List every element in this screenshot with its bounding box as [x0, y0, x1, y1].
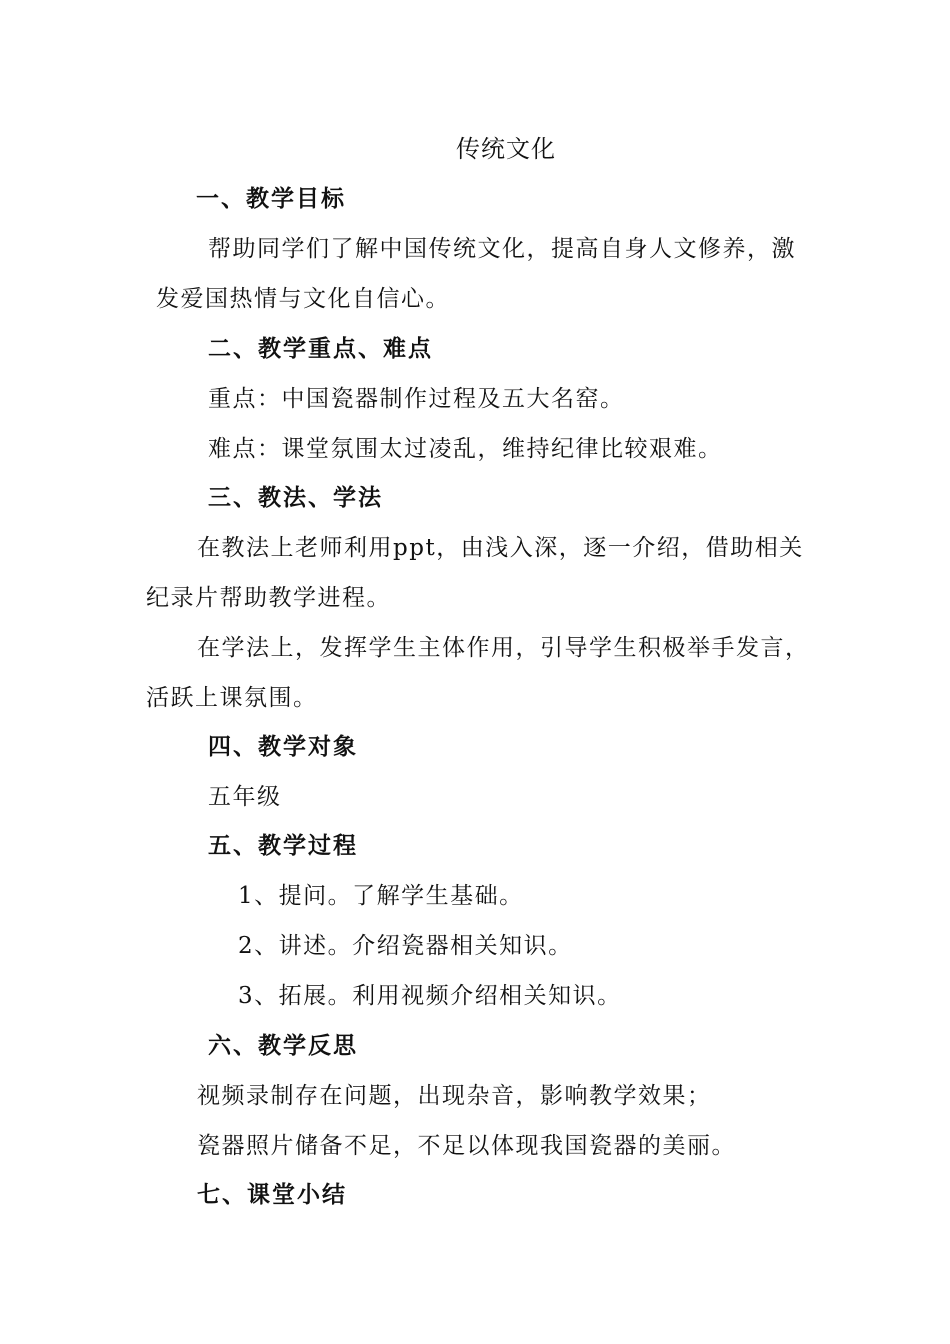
section-heading-summary: 七、课堂小结: [197, 1182, 347, 1208]
section-heading-methods: 三、教法、学法: [208, 485, 383, 511]
audience-value: 五年级: [208, 784, 282, 810]
process-step: 1、提问。了解学生基础。: [238, 883, 524, 909]
section-heading-reflection: 六、教学反思: [208, 1033, 358, 1059]
section-heading-audience: 四、教学对象: [208, 734, 358, 760]
methods-learning-line-2: 活跃上课氛围。: [146, 685, 318, 711]
section-heading-process: 五、教学过程: [208, 833, 358, 859]
reflection-line-2: 瓷器照片储备不足，不足以体现我国瓷器的美丽。: [197, 1133, 736, 1159]
methods-teaching-line-1: 在教法上老师利用ppt，由浅入深，逐一介绍，借助相关: [197, 535, 804, 561]
goal-text-line-1: 帮助同学们了解中国传统文化，提高自身人文修养，激: [208, 236, 796, 262]
goal-text-line-2: 发爱国热情与文化自信心。: [156, 286, 450, 312]
methods-learning-line-1: 在学法上，发挥学生主体作用，引导学生积极举手发言，: [197, 635, 810, 661]
reflection-line-1: 视频录制存在问题，出现杂音，影响教学效果；: [197, 1083, 712, 1109]
key-point-focus: 重点：中国瓷器制作过程及五大名窑。: [208, 386, 625, 412]
section-heading-goal: 一、教学目标: [196, 186, 346, 212]
key-point-difficulty: 难点：课堂氛围太过凌乱，维持纪律比较艰难。: [208, 436, 723, 462]
document-title: 传统文化: [456, 135, 556, 163]
process-step: 3、拓展。利用视频介绍相关知识。: [238, 983, 622, 1009]
section-heading-key-points: 二、教学重点、难点: [208, 336, 433, 362]
process-step: 2、讲述。介绍瓷器相关知识。: [238, 933, 573, 959]
methods-teaching-line-2: 纪录片帮助教学进程。: [146, 585, 391, 611]
